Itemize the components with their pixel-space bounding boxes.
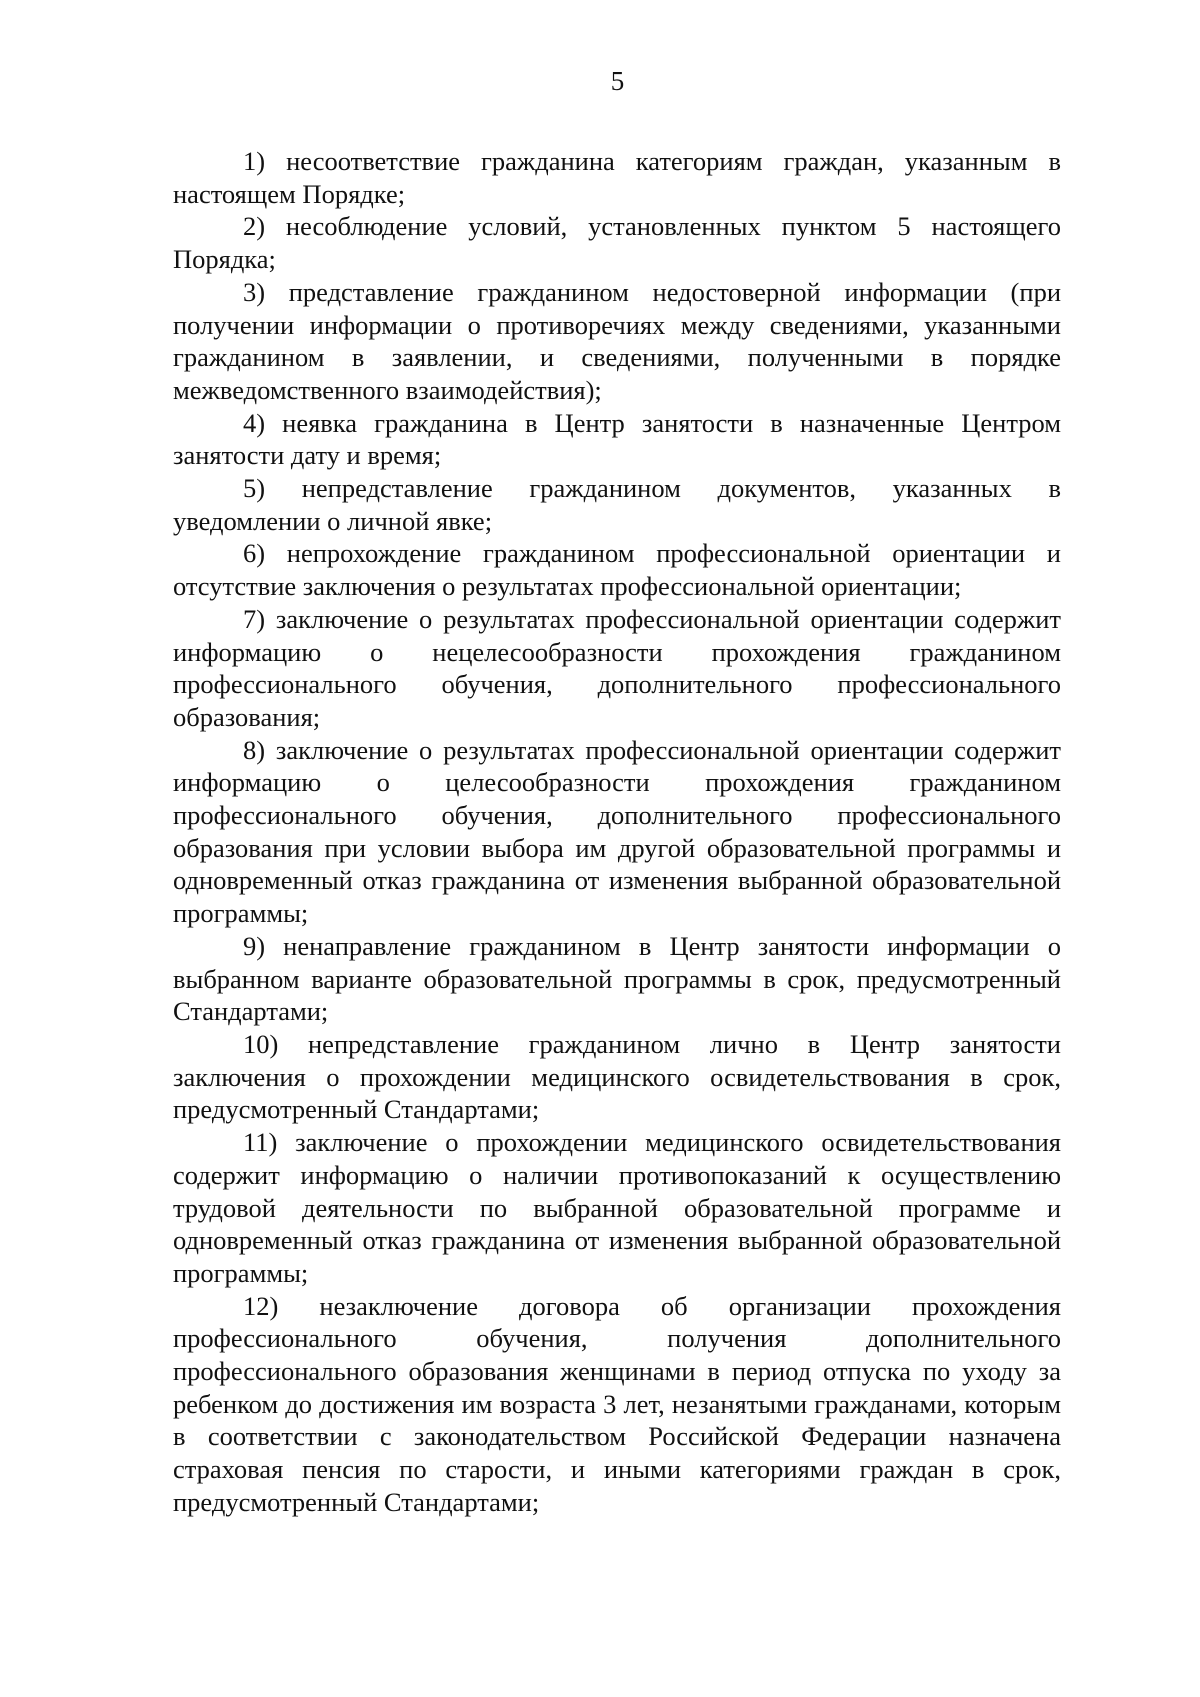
list-item-2: 2) несоблюдение условий, установленных пунктом 5 настоящего Порядка; (173, 211, 1061, 275)
list-item-5: 5) непредставление гражданином документов, указанных в уведомлении о личной явке; (173, 473, 1061, 536)
list-item-12: 12) незаключение договора об организации прохождения профессионального обучения, получения дополнительного профессионального образования женщинами в период отпуска по уходу за ребенком до достижения им возраста 3 лет, незанятыми гражданами, которым в соответствии с законодательством Российской Федерации назначена страховая пенсия по старости, и иными категориями граждан в срок, предусмотренный Стандартами; (173, 1290, 1061, 1517)
document-body (173, 145, 1061, 1519)
list-item-4: 4) неявка гражданина в Центр занятости в назначенные Центром занятости дату и время; (173, 407, 1061, 471)
list-item-10: 10) непредставление гражданином лично в Центр занятости заключения о прохождении медицинского освидетельствования в срок, предусмотренный Стандартами; (173, 1028, 1061, 1125)
list-item-8: 8) заключение о результатах профессиональной ориентации содержит информацию о целесообразности прохождения гражданином профессионального обучения, дополнительного профессионального образования при условии выбора им другой образовательной программы и одновременный отказ гражданина от изменения выбранной образовательной программы; (173, 734, 1061, 929)
list-item-9: 9) ненаправление гражданином в Центр занятости информации о выбранном варианте образовательной программы в срок, предусмотренный Стандартами; (173, 930, 1061, 1027)
list-item-11: 11) заключение о прохождении медицинского освидетельствования содержит информацию о наличии противопоказаний к осуществлению трудовой деятельности по выбранной образовательной программе и одновременный отказ гражданина от изменения выбранной образовательной программы; (173, 1127, 1061, 1288)
page-number: 5 (610, 66, 625, 96)
list-item-1: 1) несоответствие гражданина категориям граждан, указанным в настоящем Порядке; (173, 146, 1061, 209)
list-item-7: 7) заключение о результатах профессиональной ориентации содержит информацию о нецелесообразности прохождения гражданином профессионального обучения, дополнительного профессионального образования; (173, 603, 1061, 732)
list-item-6: 6) непрохождение гражданином профессиональной ориентации и отсутствие заключения о результатах профессиональной ориентации; (173, 538, 1061, 602)
list-item-3: 3) представление гражданином недостоверной информации (при получении информации о противоречиях между сведениями, указанными гражданином в заявлении, и сведениями, полученными в порядке межведомственного взаимодействия); (173, 276, 1061, 405)
